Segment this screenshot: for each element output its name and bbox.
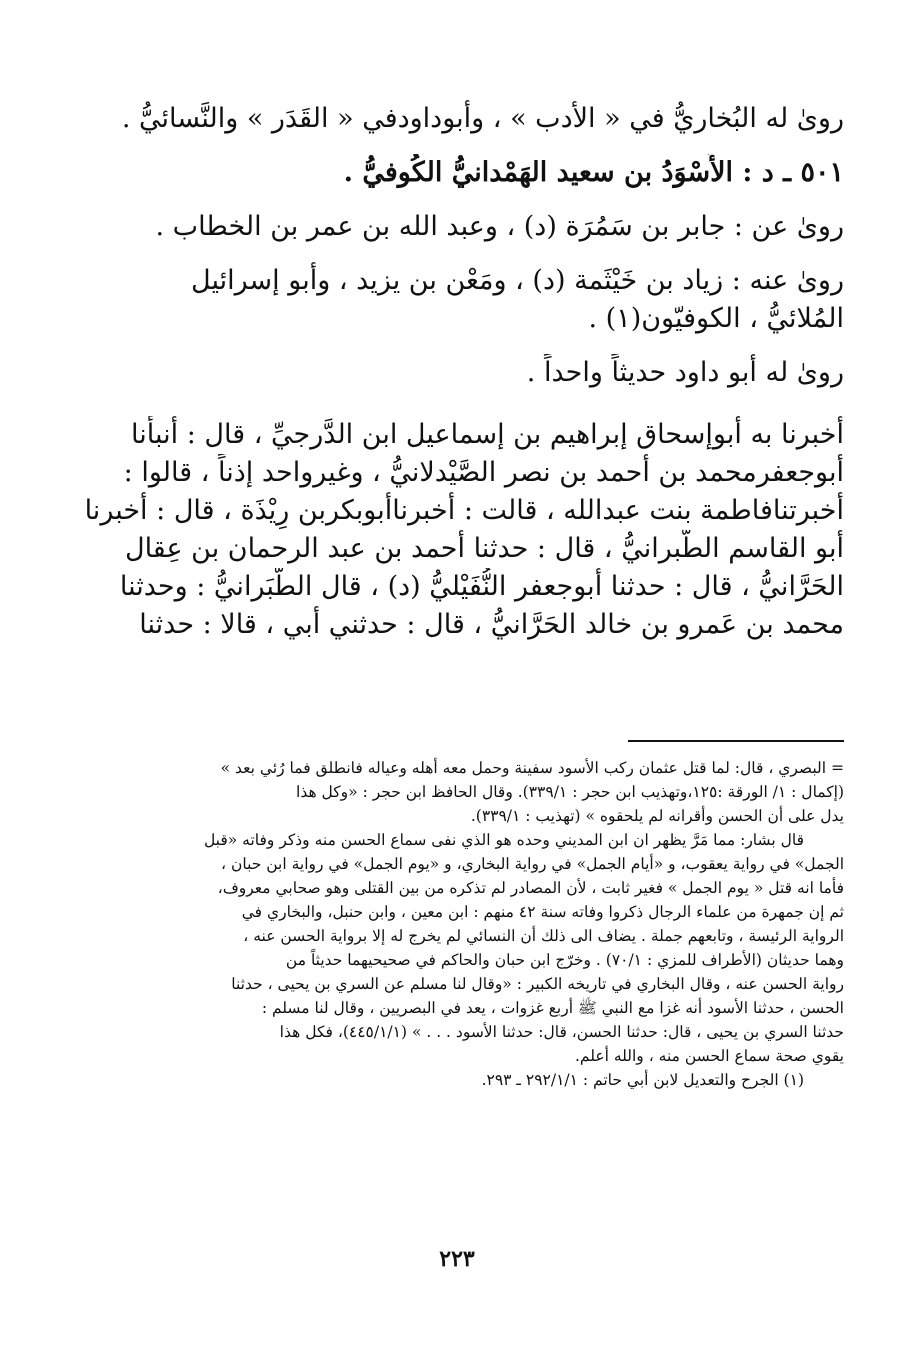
isnad-line-4: أبو القاسم الطَّبرانيُّ ، قال : حدثنا أحمد بن عبد الرحمان بن عِقال — [124, 533, 844, 564]
narrators-line-1: روىٰ عنه : زياد بن خَيْثَمة (د) ، ومَعْن بن يزيد ، وأبو إسرائيل — [191, 265, 844, 296]
footnote-line-1: = البصري ، قال: لما قتل عثمان ركب الأسود سفينة وحمل معه أهله وعياله فانطلق فما رُئي بعد » — [220, 759, 844, 777]
footnote-line-2: (إكمال : ١/ الورقة :١٢٥،وتهذيب ابن حجر : ٣٣٩/١). وقال الحافظ ابن حجر : «وكل هذا — [296, 783, 844, 801]
footnote-divider — [628, 740, 844, 742]
entry-heading: ٥٠١ ـ د : الأَسْوَدُ بن سعيد الهَمْدانيُّ الكُوفيُّ . — [343, 157, 844, 188]
narrated-from-line: روىٰ عن : جابر بن سَمُرَة (د) ، وعبد الله بن عمر بن الخطاب . — [155, 211, 844, 242]
footnote-line-12: حدثنا السري بن يحيى ، قال: حدثنا الحسن، قال: حدثنا الأسود . . . » (٤٤٥/١/١)، فكل هذا — [279, 1023, 844, 1041]
narrators-line-2: المُلائيُّ ، الكوفيّون(١) . — [588, 303, 844, 334]
page-number: ٢٢٣ — [439, 1246, 475, 1272]
text-line-1: روىٰ له البُخاريُّ في « الأدب » ، وأبوداودفي « القَدَر » والنَّسائيُّ . — [121, 103, 844, 134]
footnote-line-3: يدل على أن الحسن وأقرانه لم يلحقوه » (تهذيب : ٣٣٩/١). — [470, 807, 844, 825]
footnote-line-10: رواية الحسن عنه ، وقال البخاري في تاريخه الكبير : «وقال لنا مسلم عن السري بن يحيى ، حدثنا — [231, 975, 844, 993]
isnad-line-1: أخبرنا به أبوإسحاق إبراهيم بن إسماعيل ابن الدَّرجيِّ ، قال : أنبأنا — [131, 419, 844, 450]
footnote-line-8: الرواية الرئيسة ، وتابعهم جملة . يضاف الى ذلك أن النسائي لم يخرج له إلا برواية الحسن عنه ، — [243, 927, 844, 945]
text-line-6: روىٰ له أبو داود حديثاً واحداً . — [526, 357, 844, 388]
footnote-line-9: وهما حديثان (الأطراف للمزي : ٧٠/١) . وخرّج ابن حبان والحاكم في صحيحيهما حديثاً من — [285, 951, 844, 969]
main-text — [72, 100, 844, 644]
footnote-line-13: يقوي صحة سماع الحسن منه ، والله أعلم. — [574, 1047, 844, 1065]
footnote-line-6: فأما انه قتل « يوم الجمل » فغير ثابت ، لأن المصادر لم تذكره من بين القتلى وهو صحابي معروف، — [217, 879, 844, 897]
isnad-line-2: أبوجعفرمحمد بن أحمد بن نصر الصَّيْدلانيُّ ، وغيرواحد إذناً ، قالوا : — [123, 457, 844, 488]
isnad-line-3: أخبرتنافاطمة بنت عبدالله ، قالت : أخبرناأبوبكربن رِيْذَة ، قال : أخبرنا — [84, 495, 844, 526]
footnote-line-5: الجمل» في رواية يعقوب، و «أيام الجمل» في رواية البخاري، و «يوم الجمل» في رواية ابن حبان ، — [221, 855, 844, 873]
footnote-line-7: ثم إن جمهرة من علماء الرجال ذكروا وفاته سنة ٤٢ منهم : ابن معين ، وابن حنبل، والبخاري في — [241, 903, 844, 921]
footnote-line-4: قال بشار: مما مَرَّ يظهر ان ابن المديني وحده هو الذي نفى سماع الحسن منه وذكر وفاته «قبل — [203, 831, 804, 849]
isnad-line-6: محمد بن عَمرو بن خالد الحَرَّانيُّ ، قال : حدثني أبي ، قالا : حدثنا — [139, 609, 844, 640]
isnad-line-5: الحَرَّانيُّ ، قال : حدثنا أبوجعفر النُّفَيْليُّ (د) ، قال الطَّبَرانيُّ : وحدثنا — [119, 571, 844, 602]
footnote-line-11: الحسن ، حدثنا الأسود أنه غزا مع النبي ﷺ أربع غزوات ، يعد في البصريين ، وقال لنا مسلم : — [261, 999, 844, 1017]
footnotes — [72, 756, 844, 1092]
footnote-1: (١) الجرح والتعديل لابن أبي حاتم : ٢٩٢/١/١ ـ ٢٩٣. — [481, 1071, 804, 1089]
